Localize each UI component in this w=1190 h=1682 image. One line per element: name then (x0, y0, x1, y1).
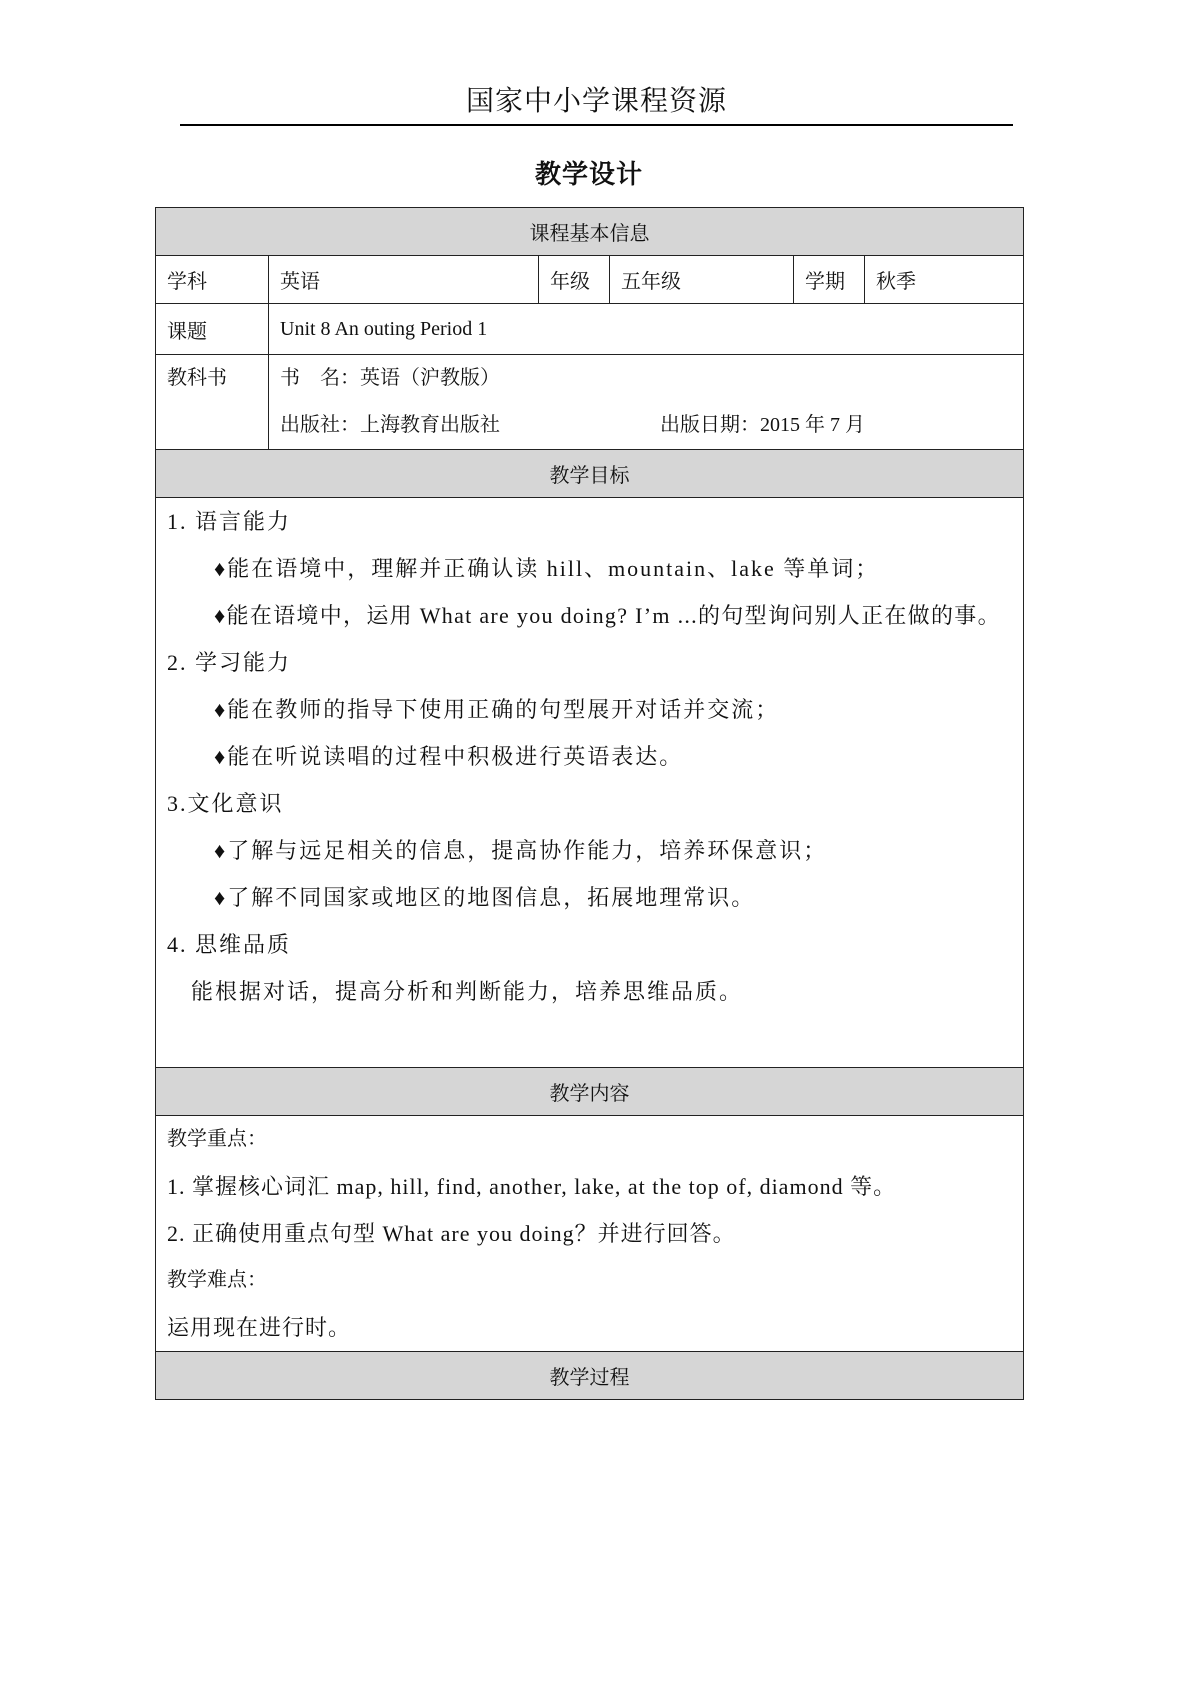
section-process: 教学过程 (156, 1352, 1024, 1400)
goal-line-6: ♦能在听说读唱的过程中积极进行英语表达。 (214, 744, 684, 769)
goal-line-8: ♦了解与远足相关的信息，提高协作能力，培养环保意识； (214, 838, 828, 863)
goal-line-11: 能根据对话，提高分析和判断能力，培养思维品质。 (191, 979, 744, 1004)
textbook-publisher: 出版社：上海教育出版社 (280, 414, 500, 436)
goal-line-7: 3.文化意识 (167, 791, 284, 816)
subject-value: 英语 (269, 256, 539, 304)
section-basic-info: 课程基本信息 (156, 208, 1024, 256)
content-line-3: 运用现在进行时。 (167, 1315, 352, 1340)
goal-line-4: 2. 学习能力 (167, 650, 292, 675)
goals-body (156, 498, 1024, 1068)
grade-label: 年级 (539, 256, 610, 304)
goal-line-2: ♦能在语境中，理解并正确认读 hill、mountain、lake 等单词； (214, 556, 880, 581)
goal-line-1: 1. 语言能力 (167, 509, 292, 534)
goal-line-9: ♦了解不同国家或地区的地图信息，拓展地理常识。 (214, 885, 756, 910)
term-label: 学期 (794, 256, 865, 304)
textbook-info (269, 355, 1024, 450)
lesson-plan-table (155, 207, 1024, 1400)
grade-value: 五年级 (610, 256, 794, 304)
textbook-name: 书 名：英语（沪教版） (280, 367, 500, 389)
goal-line-3: ♦能在语境中，运用 What are you doing? I’m ...的句型询问别人正在做的事。 (214, 603, 1001, 628)
term-value: 秋季 (865, 256, 1024, 304)
document-title: 教学设计 (534, 160, 643, 189)
section-content: 教学内容 (156, 1068, 1024, 1116)
content-body (156, 1116, 1024, 1352)
content-difficulty-label: 教学难点： (167, 1269, 267, 1291)
textbook-label: 教科书 (156, 355, 269, 450)
topic-label: 课题 (156, 304, 269, 355)
section-goals: 教学目标 (156, 450, 1024, 498)
goal-line-5: ♦能在教师的指导下使用正确的句型展开对话并交流； (214, 697, 780, 722)
page-header: 国家中小学课程资源 (180, 82, 1013, 126)
textbook-publish-date: 出版日期：2015 年 7 月 (660, 414, 865, 436)
goal-line-10: 4. 思维品质 (167, 932, 292, 957)
content-line-1: 1. 掌握核心词汇 map, hill, find, another, lake, at the top of, diamond 等。 (167, 1174, 897, 1199)
topic-value: Unit 8 An outing Period 1 (269, 304, 1024, 355)
content-line-2: 2. 正确使用重点句型 What are you doing？并进行回答。 (167, 1221, 736, 1246)
textbook-publisher-row (280, 402, 1012, 449)
content-key-points-label: 教学重点： (167, 1128, 267, 1150)
subject-label: 学科 (156, 256, 269, 304)
